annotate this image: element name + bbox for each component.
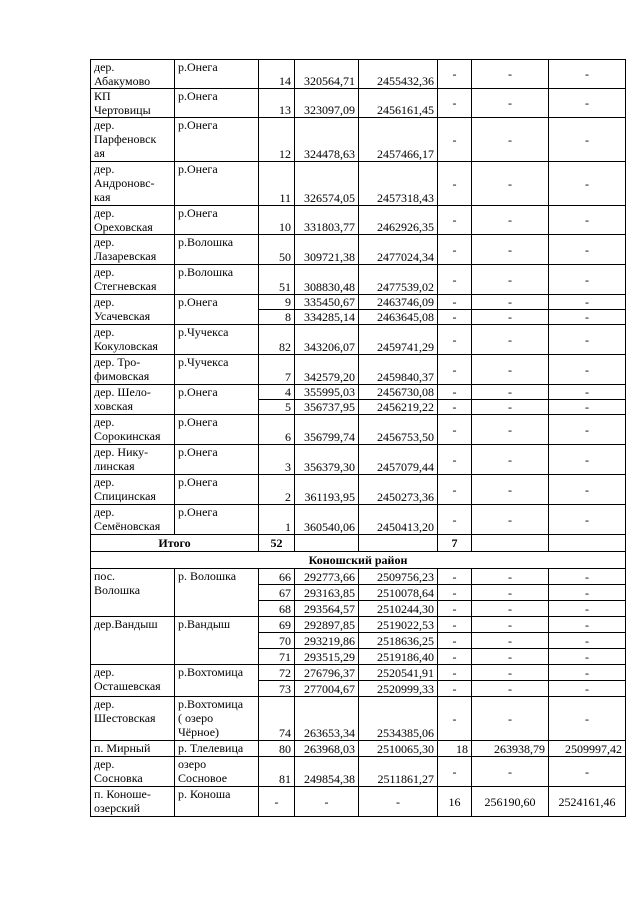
dash-cell: - (549, 118, 626, 162)
table-row (91, 265, 626, 295)
dash-cell: - (259, 787, 295, 817)
water-body: р. Волошка (175, 569, 259, 617)
coord-y: 2457079,44 (359, 445, 438, 475)
dash-cell: - (438, 60, 472, 89)
dash-cell: - (438, 162, 472, 206)
point-number: 70 (259, 633, 295, 649)
table-row (91, 741, 626, 757)
coord-x: 249854,38 (295, 757, 359, 787)
coord-y: 2456219,22 (359, 400, 438, 415)
coord-x: 356737,95 (295, 400, 359, 415)
point-number: 1 (259, 505, 295, 535)
coord-y: 2519022,53 (359, 617, 438, 633)
water-body: р.Вохтомица (175, 665, 259, 697)
dash-cell: - (472, 162, 549, 206)
table-row (91, 569, 626, 585)
table-row (91, 415, 626, 445)
coord-y: 2463746,09 (359, 295, 438, 310)
dash-cell: - (549, 633, 626, 649)
coord-y: 2456753,50 (359, 415, 438, 445)
dash-cell: - (472, 206, 549, 235)
coord-y: 2509756,23 (359, 569, 438, 585)
table-row (91, 552, 626, 569)
settlement-name: дер. Лазаревская (91, 235, 175, 265)
dash-cell: - (438, 89, 472, 118)
dash-cell: - (549, 265, 626, 295)
table-row (91, 206, 626, 235)
dash-cell: - (472, 505, 549, 535)
table-row (91, 445, 626, 475)
dash-cell: - (549, 601, 626, 617)
dash-cell: - (438, 265, 472, 295)
dash-cell: - (438, 601, 472, 617)
dash-cell: - (472, 601, 549, 617)
dash-cell: - (549, 445, 626, 475)
point-number: 13 (259, 89, 295, 118)
coord-x: 292897,85 (295, 617, 359, 633)
coord-y: 2477024,34 (359, 235, 438, 265)
dash-cell: - (295, 787, 359, 817)
dash-cell: - (438, 235, 472, 265)
water-body: р.Онега (175, 445, 259, 475)
coord-x: 360540,06 (295, 505, 359, 535)
table-row (91, 757, 626, 787)
dash-cell: - (438, 355, 472, 385)
coord-x: 323097,09 (295, 89, 359, 118)
water-body: р.Онега (175, 162, 259, 206)
point-number: 8 (259, 310, 295, 325)
settlement-name: дер. Андроновс- кая (91, 162, 175, 206)
dash-cell: - (359, 787, 438, 817)
coord-y: 2450273,36 (359, 475, 438, 505)
coord-x: 308830,48 (295, 265, 359, 295)
coord-y: 2462926,35 (359, 206, 438, 235)
table-row (91, 787, 626, 817)
coord-x: 326574,05 (295, 162, 359, 206)
coord-y: 2459741,29 (359, 325, 438, 355)
dash-cell: - (472, 697, 549, 741)
water-body: р.Онега (175, 505, 259, 535)
coord-y: 2477539,02 (359, 265, 438, 295)
settlement-name: дер. Сосновка (91, 757, 175, 787)
coord-y: 2510078,64 (359, 585, 438, 601)
dash-cell: - (438, 697, 472, 741)
dash-cell: - (438, 118, 472, 162)
coord-x: 343206,07 (295, 325, 359, 355)
water-body: р.Онега (175, 295, 259, 325)
table-row (91, 89, 626, 118)
dash-cell: - (472, 665, 549, 681)
water-body: р.Онега (175, 118, 259, 162)
settlement-name: п. Мирный (91, 741, 175, 757)
coord-x: 331803,77 (295, 206, 359, 235)
table-row (91, 235, 626, 265)
table-row (91, 385, 626, 400)
coord-x: 263653,34 (295, 697, 359, 741)
dash-cell: - (549, 325, 626, 355)
dash-cell: - (472, 355, 549, 385)
water-body: р. Тлелевица (175, 741, 259, 757)
dash-cell: - (549, 757, 626, 787)
point-number: 74 (259, 697, 295, 741)
point-number: 6 (259, 415, 295, 445)
dash-cell: - (472, 475, 549, 505)
dash-cell: - (549, 681, 626, 697)
coord-y: 2457466,17 (359, 118, 438, 162)
dash-cell: - (472, 569, 549, 585)
dash-cell: - (438, 569, 472, 585)
coord-x: 276796,37 (295, 665, 359, 681)
dash-cell: - (472, 265, 549, 295)
dash-cell: - (472, 415, 549, 445)
total-label: Итого (91, 535, 259, 552)
dash-cell: - (549, 235, 626, 265)
coord-x: 293219,86 (295, 633, 359, 649)
point-number: 68 (259, 601, 295, 617)
table-row (91, 355, 626, 385)
water-body: р.Онега (175, 415, 259, 445)
settlement-name: дер. Сорокинская (91, 415, 175, 445)
coord-y: 2459840,37 (359, 355, 438, 385)
dash-cell: - (472, 385, 549, 400)
dash-cell: - (438, 415, 472, 445)
dash-cell: - (549, 665, 626, 681)
dash-cell: - (472, 325, 549, 355)
settlement-name: дер. Нику- линская (91, 445, 175, 475)
dash-cell: - (549, 89, 626, 118)
table-row (91, 535, 626, 552)
coord-y: 2463645,08 (359, 310, 438, 325)
water-body: р.Онега (175, 206, 259, 235)
coord-x: 320564,71 (295, 60, 359, 89)
water-body: озеро Сосновое (175, 757, 259, 787)
settlement-name: дер. Шело- ховская (91, 385, 175, 415)
dash-cell: - (438, 206, 472, 235)
point-number: 71 (259, 649, 295, 665)
dash-cell: - (438, 310, 472, 325)
dash-cell: - (438, 757, 472, 787)
table-row (91, 665, 626, 681)
empty-cell (472, 535, 549, 552)
point-number: 12 (259, 118, 295, 162)
point-number: 67 (259, 585, 295, 601)
point-number: 5 (259, 400, 295, 415)
coord-x-2: 263938,79 (472, 741, 549, 757)
dash-cell: - (472, 295, 549, 310)
dash-cell: - (438, 385, 472, 400)
dash-cell: - (549, 400, 626, 415)
total-count: 52 (259, 535, 295, 552)
settlement-name: дер. Спицинская (91, 475, 175, 505)
table-row (91, 617, 626, 633)
coord-y: 2456730,08 (359, 385, 438, 400)
point-number: 81 (259, 757, 295, 787)
settlement-name: дер. Парфеновск ая (91, 118, 175, 162)
coord-y: 2534385,06 (359, 697, 438, 741)
dash-cell: - (549, 505, 626, 535)
settlement-name: дер. Семёновская (91, 505, 175, 535)
point-number: 82 (259, 325, 295, 355)
point-number-2: 16 (438, 787, 472, 817)
water-body: р. Коноша (175, 787, 259, 817)
dash-cell: - (438, 295, 472, 310)
dash-cell: - (438, 633, 472, 649)
coord-x: 263968,03 (295, 741, 359, 757)
settlement-name: дер. Шестовская (91, 697, 175, 741)
point-number: 14 (259, 60, 295, 89)
dash-cell: - (549, 295, 626, 310)
coord-y: 2456161,45 (359, 89, 438, 118)
table-row (91, 60, 626, 89)
coord-y: 2450413,20 (359, 505, 438, 535)
table-row (91, 475, 626, 505)
coord-y: 2511861,27 (359, 757, 438, 787)
dash-cell: - (438, 585, 472, 601)
empty-cell (359, 535, 438, 552)
table-row (91, 118, 626, 162)
point-number: 51 (259, 265, 295, 295)
dash-cell: - (438, 475, 472, 505)
point-number: 11 (259, 162, 295, 206)
dash-cell: - (472, 585, 549, 601)
dash-cell: - (438, 400, 472, 415)
coord-x: 356379,30 (295, 445, 359, 475)
point-number: 73 (259, 681, 295, 697)
dash-cell: - (549, 310, 626, 325)
total-count-2: 7 (438, 535, 472, 552)
coord-x: 342579,20 (295, 355, 359, 385)
coord-x: 361193,95 (295, 475, 359, 505)
dash-cell: - (472, 89, 549, 118)
coord-x: 293564,57 (295, 601, 359, 617)
coord-x: 293515,29 (295, 649, 359, 665)
settlement-name: дер. Ореховская (91, 206, 175, 235)
point-number: 4 (259, 385, 295, 400)
water-body: р.Онега (175, 60, 259, 89)
coord-x: 309721,38 (295, 235, 359, 265)
dash-cell: - (549, 60, 626, 89)
dash-cell: - (472, 633, 549, 649)
dash-cell: - (438, 325, 472, 355)
coord-x: 355995,03 (295, 385, 359, 400)
dash-cell: - (472, 445, 549, 475)
water-body: р.Онега (175, 385, 259, 415)
dash-cell: - (472, 310, 549, 325)
settlement-name: дер. Тро- фимовская (91, 355, 175, 385)
dash-cell: - (549, 569, 626, 585)
section-title: Коношский район (91, 552, 626, 569)
point-number: 2 (259, 475, 295, 505)
dash-cell: - (438, 445, 472, 475)
dash-cell: - (549, 475, 626, 505)
settlement-name: п. Коноше- озерский (91, 787, 175, 817)
table-row (91, 162, 626, 206)
dash-cell: - (438, 665, 472, 681)
dash-cell: - (549, 649, 626, 665)
coord-x: 324478,63 (295, 118, 359, 162)
water-body: р.Вандыш (175, 617, 259, 665)
coord-y: 2455432,36 (359, 60, 438, 89)
coord-y: 2510244,30 (359, 601, 438, 617)
point-number-2: 18 (438, 741, 472, 757)
coord-y: 2457318,43 (359, 162, 438, 206)
dash-cell: - (549, 585, 626, 601)
coord-y: 2520999,33 (359, 681, 438, 697)
settlement-name: дер. Абакумово (91, 60, 175, 89)
table-row (91, 697, 626, 741)
water-body: р.Онега (175, 475, 259, 505)
dash-cell: - (472, 757, 549, 787)
dash-cell: - (438, 617, 472, 633)
dash-cell: - (549, 206, 626, 235)
coord-y-2: 2509997,42 (549, 741, 626, 757)
settlement-name: дер. Усачевская (91, 295, 175, 325)
coord-y: 2519186,40 (359, 649, 438, 665)
dash-cell: - (472, 617, 549, 633)
dash-cell: - (472, 118, 549, 162)
settlement-name: дер. Осташевская (91, 665, 175, 697)
dash-cell: - (472, 235, 549, 265)
water-body: р.Волошка (175, 235, 259, 265)
coord-y: 2510065,30 (359, 741, 438, 757)
settlement-name: дер. Стегневская (91, 265, 175, 295)
coord-y: 2518636,25 (359, 633, 438, 649)
dash-cell: - (438, 649, 472, 665)
water-body: р.Чучекса (175, 325, 259, 355)
water-body: р.Волошка (175, 265, 259, 295)
settlement-name: КП Чертовицы (91, 89, 175, 118)
dash-cell: - (438, 505, 472, 535)
point-number: 9 (259, 295, 295, 310)
dash-cell: - (549, 697, 626, 741)
coord-x: 334285,14 (295, 310, 359, 325)
point-number: 50 (259, 235, 295, 265)
dash-cell: - (472, 681, 549, 697)
coord-x: 335450,67 (295, 295, 359, 310)
table-row (91, 295, 626, 310)
coord-x: 356799,74 (295, 415, 359, 445)
dash-cell: - (549, 415, 626, 445)
water-body: р.Онега (175, 89, 259, 118)
empty-cell (549, 535, 626, 552)
dash-cell: - (549, 617, 626, 633)
empty-cell (295, 535, 359, 552)
dash-cell: - (472, 400, 549, 415)
dash-cell: - (549, 385, 626, 400)
point-number: 80 (259, 741, 295, 757)
coord-y: 2520541,91 (359, 665, 438, 681)
coord-x-2: 256190,60 (472, 787, 549, 817)
coord-y-2: 2524161,46 (549, 787, 626, 817)
point-number: 72 (259, 665, 295, 681)
water-body: р.Вохтомица ( озеро Чёрное) (175, 697, 259, 741)
coord-x: 277004,67 (295, 681, 359, 697)
dash-cell: - (472, 60, 549, 89)
point-number: 10 (259, 206, 295, 235)
table-row (91, 325, 626, 355)
dash-cell: - (472, 649, 549, 665)
settlement-name: дер. Кокуловская (91, 325, 175, 355)
point-number: 69 (259, 617, 295, 633)
point-number: 66 (259, 569, 295, 585)
data-table (90, 59, 626, 817)
coord-x: 293163,85 (295, 585, 359, 601)
point-number: 7 (259, 355, 295, 385)
dash-cell: - (438, 681, 472, 697)
dash-cell: - (549, 162, 626, 206)
table-row (91, 505, 626, 535)
coord-x: 292773,66 (295, 569, 359, 585)
water-body: р.Чучекса (175, 355, 259, 385)
settlement-name: пос. Волошка (91, 569, 175, 617)
dash-cell: - (549, 355, 626, 385)
point-number: 3 (259, 445, 295, 475)
settlement-name: дер.Вандыш (91, 617, 175, 665)
